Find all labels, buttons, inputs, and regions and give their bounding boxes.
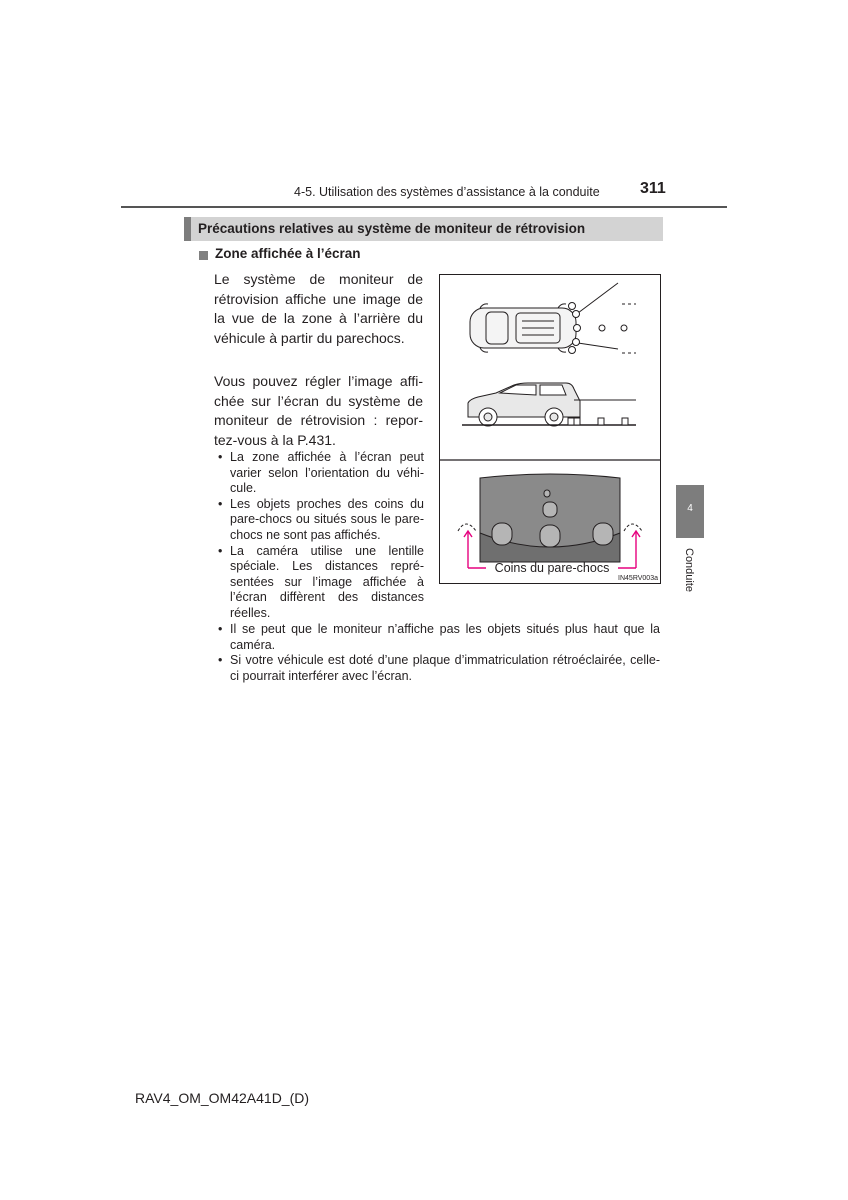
figure-code: IN45RV003a [618,575,658,582]
bullet-item [216,497,424,544]
chapter-label-text: Conduite [683,548,695,593]
chapter-number: 4 [687,503,693,514]
bullet-text: Les objets proches des coins du pare-chocs ou situés sous le pare-chocs ne sont pas affichés. [230,496,424,542]
bullet-item [216,544,424,622]
car-side-view-icon [468,383,580,426]
bullet-text: La caméra utilise une lentille spéciale. Les distances représentées sur l’image affichée à l’écran diffèrent des distances réelles. [230,543,424,620]
section-title-accent [184,217,191,241]
chapter-tab [676,485,704,538]
chapter-label [681,548,697,608]
header-section-title: 4-5. Utilisation des systèmes d’assistance à la conduite [294,185,600,199]
paragraph-2: Vous pouvez régler l’image affichée sur l’écran du système de moniteur de rétrovision : reportez-vous à la P.431. [214,373,423,448]
bullet-text: Si votre véhicule est doté d’une plaque d’immatriculation rétroéclairée, celle-ci pourrait interférer avec l’écran. [230,653,660,683]
rear-view-camera-figure [439,274,661,584]
monitor-view [480,474,620,562]
section-title-bar [184,217,663,241]
bullet-icon: • [218,450,223,464]
paragraph-1: Le système de moniteur de rétrovision affiche une image de la vue de la zone à l’arrière du véhicule à partir du parechocs. [214,271,423,346]
detection-zone-lines [578,283,636,353]
bullet-text: La zone affichée à l’écran peut varier selon l’orientation du véhicule. [230,450,424,496]
bullet-list-narrow [216,450,424,622]
car-top-view-icon [470,304,576,352]
footer-code: RAV4_OM_OM42A41D_(D) [135,1090,310,1106]
bullet-icon: • [218,622,223,636]
obstacle-posts [568,418,628,425]
bullet-item [216,653,660,684]
figure-illustration [440,275,660,583]
bullet-list-wide [216,622,660,684]
bullet-item [216,450,424,497]
bullet-text: Il se peut que le moniteur n’affiche pas les objets situés plus haut que la caméra. [230,622,660,652]
bullet-icon: • [218,543,223,558]
page-number: 311 [640,180,666,197]
bullet-item [216,622,660,653]
header-rule [121,206,727,208]
bullet-icon: • [218,653,223,668]
figure-caption: Coins du pare-chocs [494,561,610,575]
subheading-square-icon [199,251,208,260]
section-title: Précautions relatives au système de moniteur de rétrovision [198,221,586,236]
subheading: Zone affichée à l’écran [215,246,361,261]
bullet-icon: • [218,496,223,511]
